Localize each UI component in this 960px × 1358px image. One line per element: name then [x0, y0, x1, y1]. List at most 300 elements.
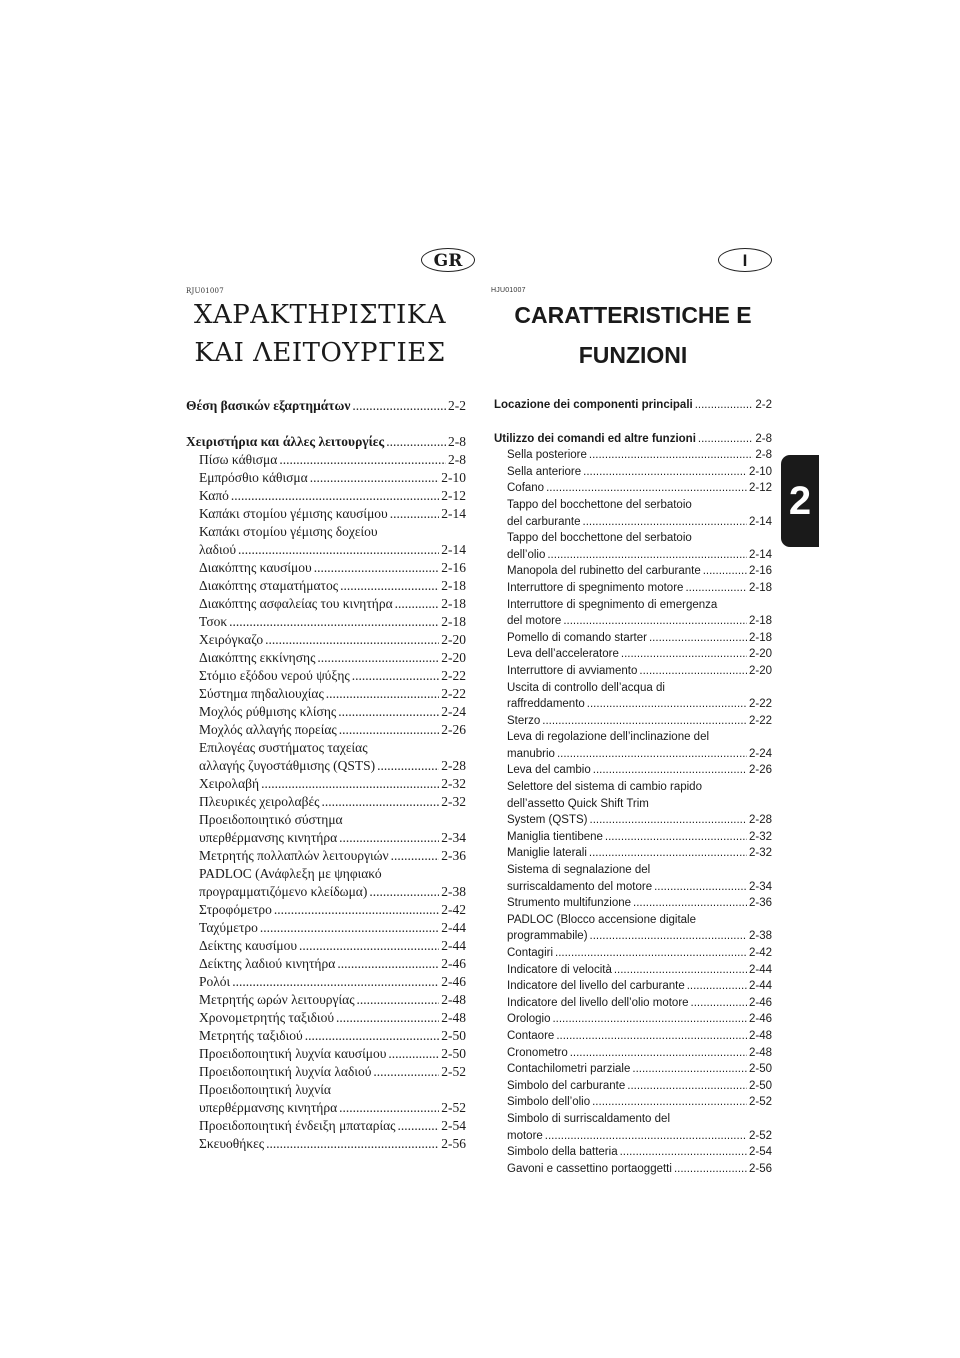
toc-entry[interactable] [186, 1009, 466, 1027]
toc-leader-dots [305, 1027, 440, 1045]
toc-entry-title: surriscaldamento del motore [507, 880, 653, 893]
toc-entry[interactable] [494, 447, 772, 464]
chapter-title-i-line2: FUNZIONI [578, 342, 688, 368]
toc-leader-dots [232, 973, 439, 991]
toc-entry-title: PADLOC (Blocco accensione digitale [507, 913, 696, 926]
toc-leader-dots [687, 978, 747, 995]
toc-leader-dots [266, 1135, 439, 1153]
toc-heading[interactable] [494, 431, 772, 448]
toc-entry[interactable] [186, 1063, 466, 1081]
toc-entry-title: Maniglia tientibene [507, 830, 603, 843]
toc-leader-dots [377, 757, 439, 775]
toc-leader-dots [395, 595, 440, 613]
toc-entry[interactable] [494, 995, 772, 1012]
toc-entry[interactable] [186, 541, 466, 559]
toc-entry-page: 2-8 [448, 434, 466, 449]
toc-entry-title: Σύστημα πηδαλιουχίας [199, 686, 324, 701]
toc-entry-title: Χειρόγκαζο [199, 632, 264, 647]
toc-entry-page: 2-8 [755, 432, 772, 445]
toc-leader-dots [590, 812, 747, 829]
toc-leader-dots [390, 505, 440, 523]
toc-entry-title: Καπάκι στομίου γέμισης δοχείου [199, 524, 378, 539]
toc-entry[interactable] [494, 1045, 772, 1062]
toc-entry[interactable] [186, 559, 466, 577]
toc-heading[interactable] [186, 433, 466, 451]
toc-leader-dots [592, 1094, 747, 1111]
toc-entry-title: del motore [507, 615, 562, 628]
toc-entry[interactable] [186, 469, 466, 487]
toc-leader-dots [698, 431, 753, 448]
toc-entry-page: 2-34 [748, 880, 772, 893]
chapter-title-gr-line1: ΧΑΡΑΚΤΗΡΙΣΤΙΚΑ [194, 300, 446, 330]
toc-entry-title: Χειριστήρια και άλλες λειτουργίες [186, 434, 385, 449]
toc-entry [494, 796, 772, 813]
toc-entry[interactable] [186, 595, 466, 613]
toc-entry[interactable] [494, 1078, 772, 1095]
toc-entry-title: Contaore [507, 1029, 555, 1042]
toc-entry-title: Προειδοποιητική λυχνία [199, 1082, 331, 1097]
toc-leader-dots [590, 928, 747, 945]
toc-entry[interactable] [494, 928, 772, 945]
toc-leader-dots [542, 713, 747, 730]
toc-entry-title: Επιλογέας συστήματος ταχείας [199, 740, 368, 755]
toc-entry-title: Προειδοποιητική ένδειξη μπαταρίας [199, 1118, 396, 1133]
toc-entry-title: Tappo del bocchettone del serbatoio [507, 498, 692, 511]
toc-entry-page: 2-56 [441, 1136, 466, 1151]
toc-entry[interactable] [186, 991, 466, 1009]
toc-entry-page: 2-14 [441, 506, 466, 521]
toc-entry-title: Leva dell’acceleratore [507, 648, 619, 661]
toc-leader-dots [339, 829, 439, 847]
toc-entry-page: 2-28 [441, 758, 466, 773]
toc-entry-title: Μετρητής πολλαπλών λειτουργιών [199, 848, 389, 863]
toc-leader-dots [633, 895, 747, 912]
toc-entry[interactable] [186, 721, 466, 739]
toc-leader-dots [605, 829, 747, 846]
toc-leader-dots [261, 775, 439, 793]
toc-entry-title: Προειδοποιητική λυχνία καυσίμου [199, 1046, 387, 1061]
toc-leader-dots [649, 630, 747, 647]
toc-entry-title: Δείκτης λαδιού κινητήρα [199, 956, 336, 971]
toc-entry-page: 2-44 [441, 920, 466, 935]
toc-entry-page: 2-2 [755, 399, 772, 411]
toc-entry-title: Indicatore di velocità [507, 963, 612, 976]
table-of-contents-i [494, 397, 772, 1177]
toc-entry-title: Διακόπτης εκκίνησης [199, 650, 316, 665]
toc-entry[interactable] [186, 883, 466, 901]
toc-entry-title: Simbolo del carburante [507, 1079, 626, 1092]
chapter-title-i-line1: CARATTERISTICHE E [514, 302, 752, 328]
toc-entry-title: Χρονομετρητής ταξιδιού [199, 1010, 334, 1025]
toc-entry-title: Πλευρικές χειρολαβές [199, 794, 320, 809]
toc-entry[interactable] [186, 973, 466, 991]
toc-leader-dots [352, 397, 446, 415]
toc-entry[interactable] [494, 812, 772, 829]
toc-entry[interactable] [186, 649, 466, 667]
toc-entry[interactable] [186, 667, 466, 685]
toc-gap [494, 414, 772, 431]
toc-leader-dots [229, 613, 439, 631]
toc-entry-page: 2-2 [448, 398, 466, 413]
toc-entry-page: 2-48 [441, 992, 466, 1007]
toc-entry[interactable] [494, 547, 772, 564]
toc-entry-title: αλλαγής ζυγοστάθμισης (QSTS) [199, 758, 376, 773]
toc-leader-dots [685, 580, 747, 597]
toc-entry-title: Simbolo dell’olio [507, 1096, 591, 1109]
toc-entry-page: 2-48 [748, 1029, 772, 1042]
toc-entry[interactable] [494, 1128, 772, 1145]
toc-entry-page: 2-48 [748, 1046, 772, 1059]
toc-entry-page: 2-52 [441, 1100, 466, 1115]
toc-leader-dots [322, 793, 440, 811]
toc-entry-title: Indicatore del livello dell’olio motore [507, 996, 689, 1009]
toc-entry-page: 2-8 [448, 452, 466, 467]
toc-entry[interactable] [186, 1099, 466, 1117]
toc-entry-title: Interruttore di avviamento [507, 664, 638, 677]
toc-leader-dots [589, 447, 753, 464]
toc-entry-page: 2-10 [748, 465, 772, 478]
toc-entry[interactable] [494, 696, 772, 713]
chapter-title-gr-line2: ΚΑΙ ΛΕΙΤΟΥΡΓΙΕΣ [194, 338, 446, 368]
toc-entry-title: Προειδοποιητικό σύστημα [199, 812, 343, 827]
toc-leader-dots [620, 1144, 747, 1161]
toc-entry [186, 811, 466, 829]
toc-entry-title: υπερθέρμανσης κινητήρα [199, 830, 338, 845]
table-of-contents-gr [186, 397, 466, 1153]
toc-entry-title: Sella anteriore [507, 465, 582, 478]
toc-entry-page: 2-14 [748, 515, 772, 528]
toc-entry-page: 2-28 [748, 814, 772, 827]
toc-entry-title: Θέση βασικών εξαρτημάτων [186, 398, 351, 413]
chapter-tab[interactable]: 2 [781, 455, 819, 547]
toc-leader-dots [555, 945, 747, 962]
toc-entry[interactable] [494, 879, 772, 896]
toc-entry[interactable] [186, 1045, 466, 1063]
toc-entry-page: 2-44 [748, 980, 772, 993]
toc-entry[interactable] [186, 757, 466, 775]
language-badge-gr: GR [421, 248, 475, 272]
toc-entry-page: 2-32 [441, 794, 466, 809]
toc-entry-title: Maniglie laterali [507, 847, 587, 860]
toc-entry [494, 497, 772, 514]
toc-entry-title: Pomello di comando starter [507, 631, 647, 644]
toc-entry[interactable] [494, 978, 772, 995]
toc-entry-title: Διακόπτης σταματήματος [199, 578, 339, 593]
toc-leader-dots [621, 646, 747, 663]
toc-leader-dots [570, 1045, 747, 1062]
toc-entry-page: 2-8 [755, 449, 772, 462]
toc-leader-dots [398, 1117, 440, 1135]
toc-entry-title: Ρολόι [199, 974, 231, 989]
toc-entry-title: Τσοκ [199, 614, 228, 629]
toc-leader-dots [703, 563, 747, 580]
toc-entry-page: 2-52 [748, 1129, 772, 1142]
toc-entry[interactable] [186, 1027, 466, 1045]
toc-entry-page: 2-18 [748, 615, 772, 628]
toc-entry-page: 2-44 [441, 938, 466, 953]
toc-entry [494, 530, 772, 547]
toc-entry-page: 2-14 [441, 542, 466, 557]
toc-entry-page: 2-36 [748, 897, 772, 910]
toc-entry-title: Στροφόμετρο [199, 902, 272, 917]
toc-entry-page: 2-20 [441, 650, 466, 665]
toc-entry-page: 2-18 [441, 596, 466, 611]
toc-entry-title: υπερθέρμανσης κινητήρα [199, 1100, 338, 1115]
toc-entry-page: 2-22 [748, 698, 772, 711]
toc-entry-title: Locazione dei componenti principali [494, 399, 693, 411]
section-code-gr: RJU01007 [186, 287, 224, 295]
toc-entry-title: Διακόπτης ασφαλείας του κινητήρα [199, 596, 393, 611]
toc-entry-title: Καπό [199, 488, 229, 503]
toc-entry[interactable] [186, 919, 466, 937]
toc-leader-dots [357, 991, 440, 1009]
toc-leader-dots [583, 464, 747, 481]
toc-entry-page: 2-52 [441, 1064, 466, 1079]
toc-entry[interactable] [494, 962, 772, 979]
toc-entry-page: 2-18 [748, 581, 772, 594]
toc-leader-dots [299, 937, 439, 955]
toc-entry-title: Προειδοποιητική λυχνία λαδιού [199, 1064, 372, 1079]
toc-leader-dots [583, 514, 747, 531]
toc-entry [494, 779, 772, 796]
toc-entry-title: Ταχύμετρο [199, 920, 258, 935]
toc-entry[interactable] [494, 1094, 772, 1111]
toc-entry-title: Μοχλός ρύθμισης κλίσης [199, 704, 337, 719]
toc-entry[interactable] [186, 451, 466, 469]
toc-entry-title: manubrio [507, 747, 555, 760]
toc-leader-dots [654, 879, 747, 896]
toc-leader-dots [639, 663, 747, 680]
toc-leader-dots [369, 883, 439, 901]
toc-entry-page: 2-56 [748, 1162, 772, 1175]
toc-entry-title: Contachilometri parziale [507, 1063, 631, 1076]
toc-entry[interactable] [494, 663, 772, 680]
toc-leader-dots [340, 577, 439, 595]
toc-entry[interactable] [494, 1028, 772, 1045]
toc-entry[interactable] [494, 1011, 772, 1028]
toc-entry [186, 739, 466, 757]
toc-leader-dots [274, 901, 439, 919]
toc-leader-dots [563, 613, 747, 630]
toc-entry-page: 2-52 [748, 1096, 772, 1109]
toc-entry[interactable] [186, 829, 466, 847]
toc-leader-dots [265, 631, 439, 649]
toc-leader-dots [336, 1009, 439, 1027]
toc-leader-dots [545, 1128, 747, 1145]
toc-entry-page: 2-50 [441, 1028, 466, 1043]
toc-leader-dots [593, 762, 747, 779]
section-code-i: HJU01007 [491, 287, 526, 294]
toc-leader-dots [547, 547, 747, 564]
toc-entry-title: Χειρολαβή [199, 776, 260, 791]
toc-entry [494, 729, 772, 746]
toc-leader-dots [260, 919, 439, 937]
toc-leader-dots [552, 1011, 747, 1028]
toc-leader-dots [339, 721, 439, 739]
toc-leader-dots [386, 433, 446, 451]
toc-entry[interactable] [494, 464, 772, 481]
toc-leader-dots [231, 487, 439, 505]
toc-entry-title: programmabile) [507, 930, 588, 943]
toc-entry-title: motore [507, 1129, 543, 1142]
toc-entry-title: Πίσω κάθισμα [199, 452, 278, 467]
toc-entry-page: 2-22 [748, 714, 772, 727]
toc-entry[interactable] [186, 847, 466, 865]
toc-entry-page: 2-12 [748, 482, 772, 495]
toc-entry-page: 2-46 [748, 1013, 772, 1026]
toc-entry-title: raffreddamento [507, 698, 585, 711]
toc-entry-title: Μετρητής ωρών λειτουργίας [199, 992, 355, 1007]
toc-entry-page: 2-42 [748, 947, 772, 959]
toc-entry [186, 1081, 466, 1099]
toc-leader-dots [373, 1063, 439, 1081]
language-badge-i: I [718, 248, 772, 272]
toc-entry-page: 2-48 [441, 1010, 466, 1025]
toc-entry[interactable] [186, 901, 466, 919]
toc-entry [494, 597, 772, 614]
toc-leader-dots [627, 1078, 747, 1095]
toc-entry [494, 1111, 772, 1128]
toc-leader-dots [391, 847, 440, 865]
toc-entry [186, 865, 466, 883]
toc-entry-title: Gavoni e cassettino portaoggetti [507, 1162, 672, 1175]
toc-entry[interactable] [494, 630, 772, 647]
toc-entry-page: 2-12 [441, 488, 466, 503]
toc-entry[interactable] [186, 793, 466, 811]
toc-heading[interactable] [186, 397, 466, 415]
toc-entry-title: Εμπρόσθιο κάθισμα [199, 470, 308, 485]
toc-entry-title: Sterzo [507, 714, 541, 727]
chapter-title-gr [170, 298, 470, 370]
toc-entry[interactable] [186, 613, 466, 631]
toc-leader-dots [352, 667, 439, 685]
chapter-title-i [490, 298, 776, 372]
toc-entry-title: del carburante [507, 515, 581, 528]
toc-entry[interactable] [186, 505, 466, 523]
toc-entry[interactable] [494, 895, 772, 912]
toc-entry-title: Δείκτης καυσίμου [199, 938, 298, 953]
toc-entry-title: λαδιού [199, 542, 237, 557]
toc-entry-page: 2-36 [441, 848, 466, 863]
toc-entry-title: Στόμιο εξόδου νερού ψύξης [199, 668, 350, 683]
toc-entry[interactable] [494, 1161, 772, 1178]
toc-entry[interactable] [494, 613, 772, 630]
toc-entry-title: PADLOC (Ανάφλεξη με ψηφιακό [199, 866, 382, 881]
toc-entry [494, 862, 772, 879]
toc-leader-dots [695, 397, 754, 414]
toc-entry-page: 2-50 [441, 1046, 466, 1061]
toc-entry-page: 2-16 [441, 560, 466, 575]
toc-entry-page: 2-32 [748, 830, 772, 843]
toc-entry-page: 2-10 [441, 470, 466, 485]
toc-entry-title: dell’assetto Quick Shift Trim [507, 797, 649, 810]
toc-entry-page: 2-24 [441, 704, 466, 719]
toc-entry[interactable] [494, 1061, 772, 1078]
toc-entry[interactable] [186, 487, 466, 505]
toc-entry[interactable] [186, 577, 466, 595]
toc-entry[interactable] [494, 580, 772, 597]
toc-entry-page: 2-20 [748, 664, 772, 677]
toc-entry-title: Uscita di controllo dell’acqua di [507, 681, 665, 694]
toc-entry[interactable] [186, 685, 466, 703]
toc-entry[interactable] [494, 563, 772, 580]
toc-entry[interactable] [494, 1144, 772, 1161]
toc-entry[interactable] [186, 775, 466, 793]
toc-entry[interactable] [494, 713, 772, 730]
toc-leader-dots [317, 649, 439, 667]
toc-entry[interactable] [186, 703, 466, 721]
toc-entry-page: 2-54 [748, 1146, 772, 1159]
toc-entry[interactable] [494, 829, 772, 846]
toc-entry-title: Manopola del rubinetto del carburante [507, 565, 701, 578]
toc-leader-dots [614, 962, 747, 979]
toc-entry-title: Indicatore del livello del carburante [507, 980, 685, 993]
toc-entry-title: Καπάκι στομίου γέμισης καυσίμου [199, 506, 388, 521]
toc-entry [494, 912, 772, 929]
toc-entry-title: προγραμματιζόμενο κλείδωμα) [199, 884, 368, 899]
toc-entry-title: Sistema di segnalazione del [507, 864, 651, 877]
toc-entry-page: 2-46 [441, 974, 466, 989]
toc-entry-title: Utilizzo dei comandi ed altre funzioni [494, 432, 696, 445]
toc-entry-page: 2-20 [748, 648, 772, 661]
toc-leader-dots [337, 955, 439, 973]
toc-heading[interactable] [494, 397, 772, 414]
toc-entry-title: Interruttore di spegnimento motore [507, 581, 684, 594]
toc-entry[interactable] [494, 746, 772, 763]
toc-entry-page: 2-32 [441, 776, 466, 791]
toc-entry[interactable] [494, 514, 772, 531]
toc-entry[interactable] [186, 1135, 466, 1153]
toc-entry[interactable] [494, 480, 772, 497]
toc-entry-title: Διακόπτης καυσίμου [199, 560, 312, 575]
toc-entry-title: Σκευοθήκες [199, 1136, 265, 1151]
toc-entry[interactable] [494, 845, 772, 862]
toc-leader-dots [587, 696, 747, 713]
toc-leader-dots [556, 1028, 747, 1045]
toc-entry-page: 2-26 [441, 722, 466, 737]
toc-leader-dots [310, 469, 440, 487]
toc-entry-title: Simbolo di surriscaldamento del [507, 1112, 670, 1125]
toc-entry-page: 2-18 [441, 578, 466, 593]
toc-entry-page: 2-42 [441, 902, 466, 917]
toc-entry-page: 2-14 [748, 548, 772, 561]
toc-entry-page: 2-24 [748, 747, 772, 760]
toc-entry[interactable] [494, 945, 772, 962]
toc-entry-title: Strumento multifunzione [507, 897, 632, 910]
toc-entry-title: Sella posteriore [507, 449, 587, 462]
toc-entry[interactable] [186, 631, 466, 649]
toc-leader-dots [557, 746, 747, 763]
toc-leader-dots [314, 559, 440, 577]
toc-entry[interactable] [494, 762, 772, 779]
toc-entry-page: 2-20 [441, 632, 466, 647]
toc-leader-dots [632, 1061, 747, 1078]
toc-leader-dots [326, 685, 439, 703]
toc-entry[interactable] [186, 1117, 466, 1135]
toc-entry[interactable] [494, 646, 772, 663]
toc-leader-dots [238, 541, 439, 559]
toc-entry-page: 2-32 [748, 847, 772, 860]
toc-entry-page: 2-50 [748, 1079, 772, 1092]
toc-entry[interactable] [186, 937, 466, 955]
toc-entry[interactable] [186, 955, 466, 973]
toc-entry-title: Contagiri [507, 947, 554, 959]
toc-entry-page: 2-18 [441, 614, 466, 629]
toc-entry-page: 2-38 [441, 884, 466, 899]
toc-entry-page: 2-38 [748, 930, 772, 943]
toc-entry-title: Tappo del bocchettone del serbatoio [507, 532, 692, 545]
toc-leader-dots [674, 1161, 747, 1178]
